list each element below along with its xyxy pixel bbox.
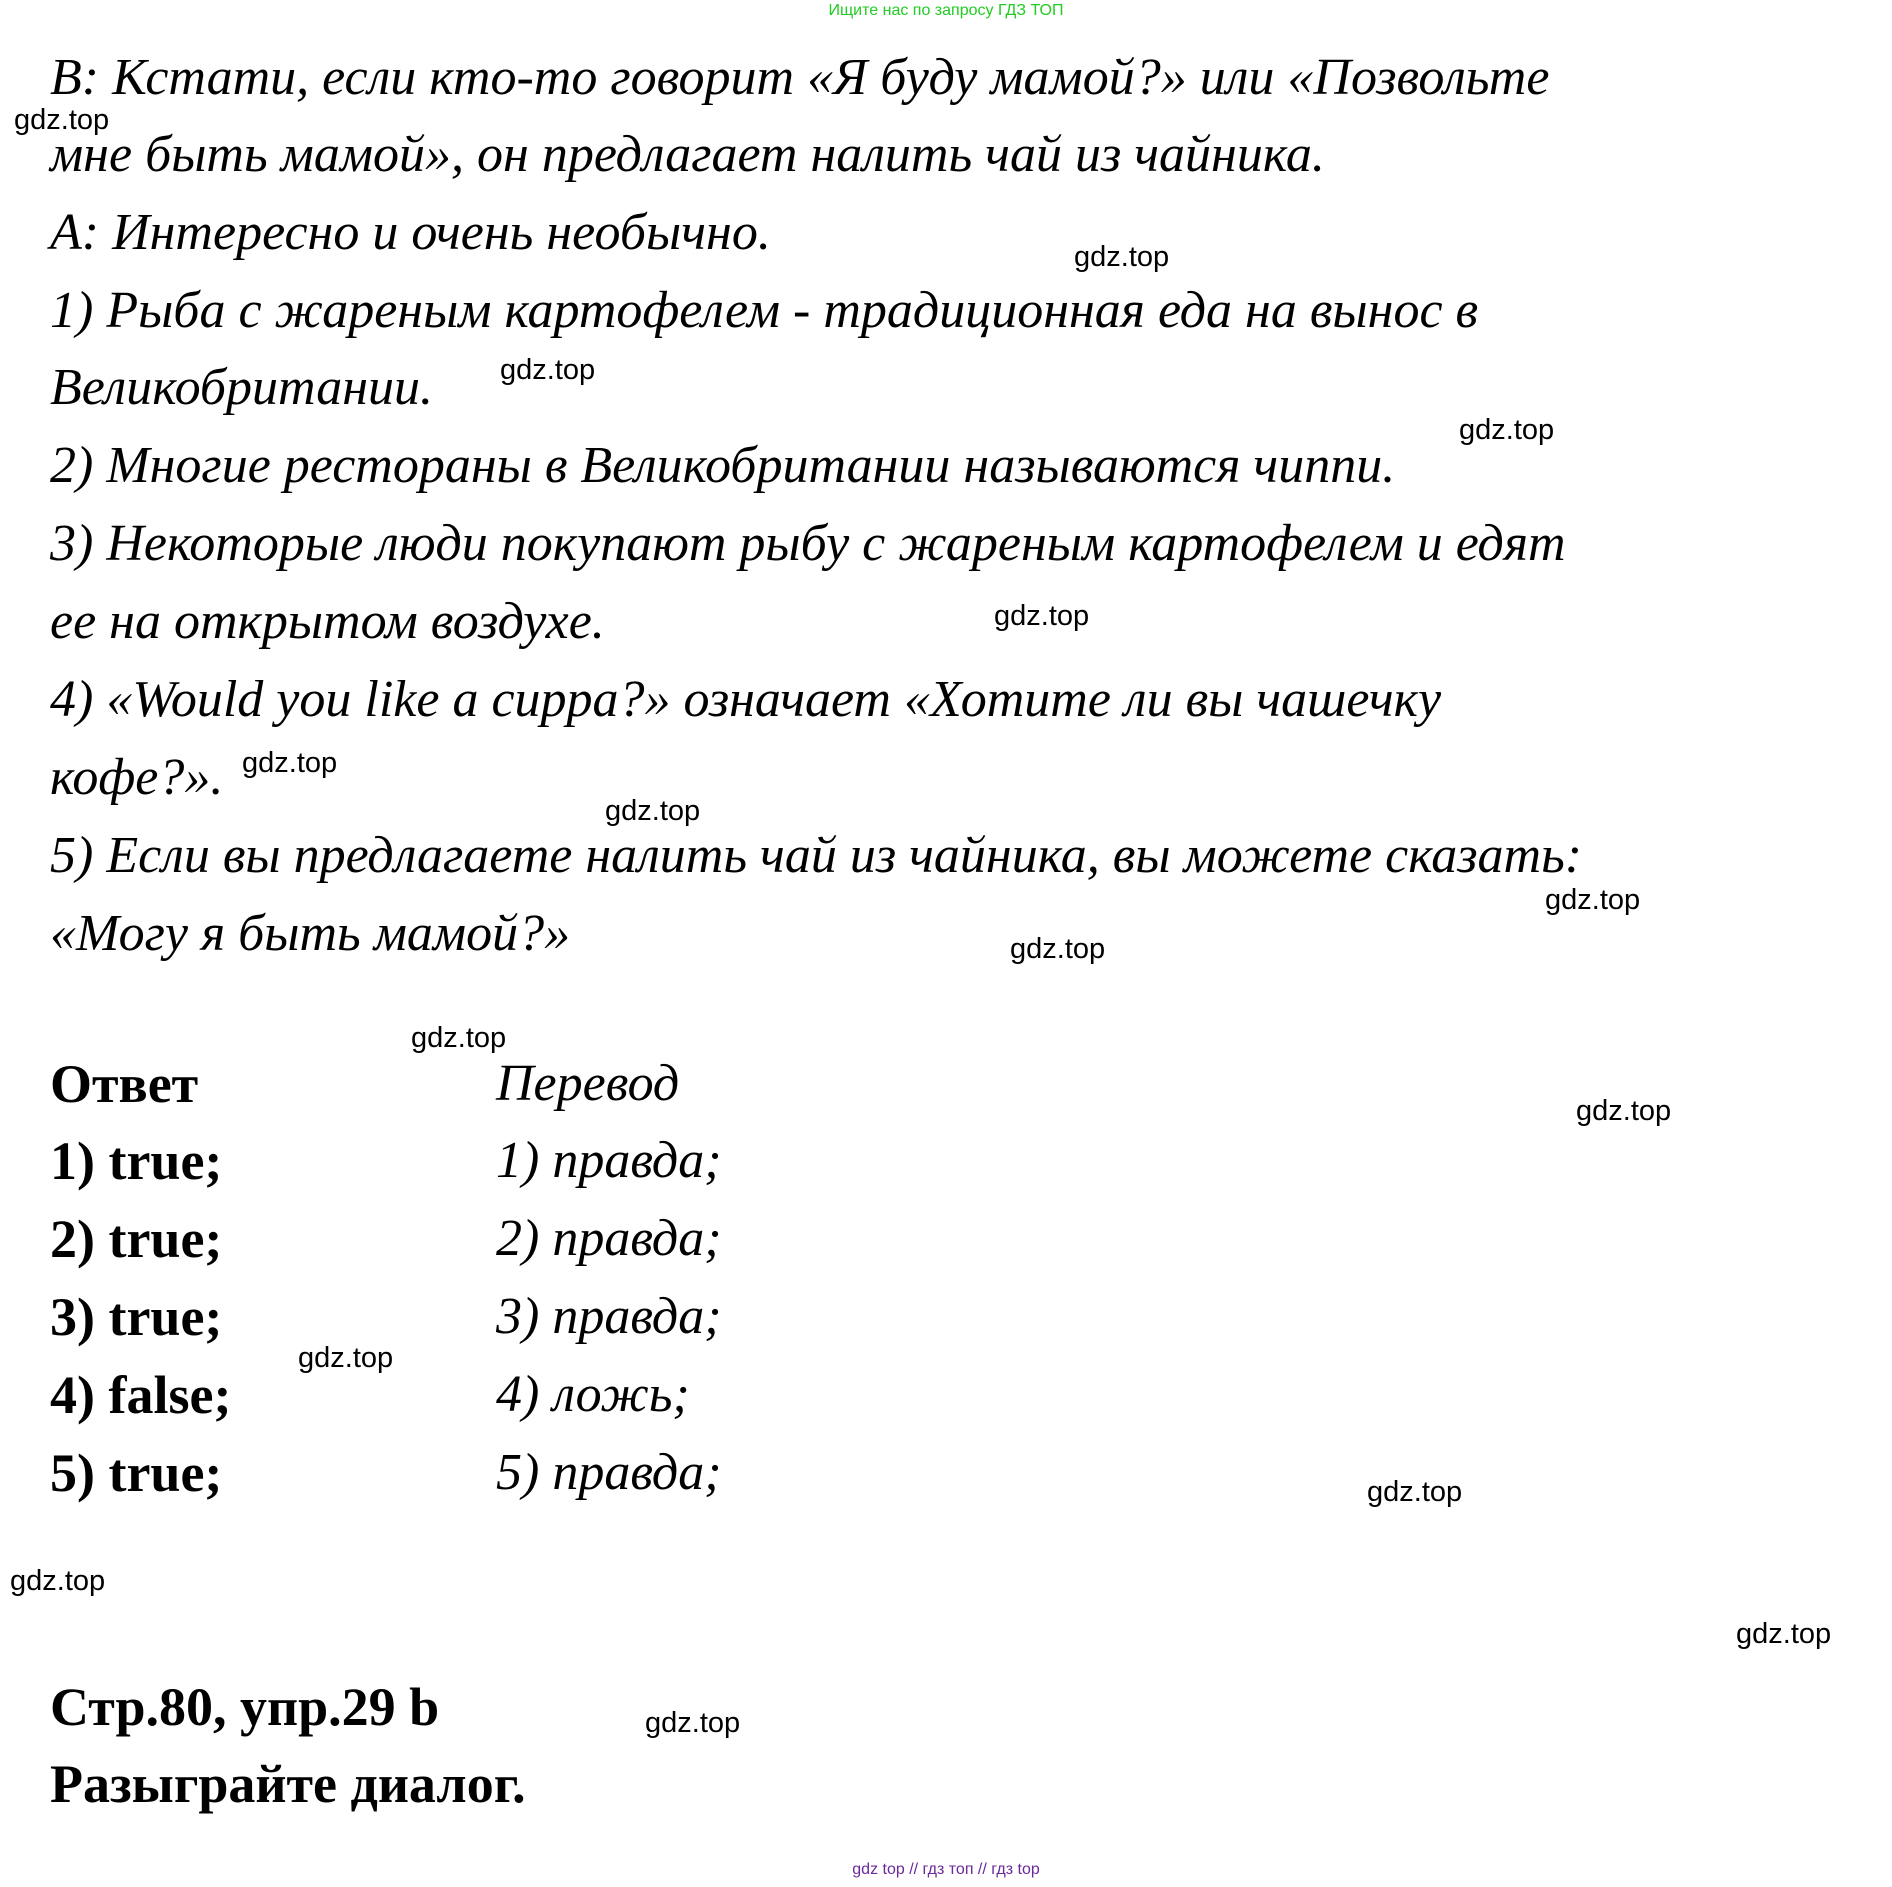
watermark: gdz.top [1074,241,1170,273]
watermark: gdz.top [1010,933,1106,965]
answer-item: 5) true; [50,1443,223,1503]
watermark: gdz.top [645,1707,741,1739]
exercise-reference: Стр.80, упр.29 b [50,1677,440,1737]
watermark: gdz.top [242,747,338,779]
answer-item: 4) false; [50,1365,232,1425]
watermark: gdz.top [1736,1618,1832,1650]
watermark: gdz.top [994,600,1090,632]
statement-line: 4) «Would you like a cuppa?» означает «Хотите ли вы чашечку [50,671,1442,728]
statement-line: Великобритании. [50,359,434,416]
watermark: gdz.top [500,354,596,386]
watermark: gdz.top [605,795,701,827]
answer-item: 3) true; [50,1287,223,1347]
watermark: gdz.top [411,1022,507,1054]
statement-line: 5) Если вы предлагаете налить чай из чайника, вы можете сказать: [50,827,1583,884]
watermark: gdz.top [10,1565,106,1597]
top-banner-link[interactable]: Ищите нас по запросу ГДЗ ТОП [828,2,1064,19]
statement-line: 3) Некоторые люди покупают рыбу с жареным картофелем и едят [50,515,1566,572]
watermark: gdz.top [1367,1476,1463,1508]
answer-item: 1) true; [50,1131,223,1191]
translation-header: Перевод [496,1055,680,1112]
statement-line: ее на открытом воздухе. [50,593,605,650]
watermark: gdz.top [1459,414,1555,446]
translation-item: 3) правда; [496,1288,722,1345]
statement-line: 2) Многие рестораны в Великобритании называются чиппи. [50,437,1396,494]
translation-item: 4) ложь; [496,1366,690,1423]
watermark: gdz.top [1545,884,1641,916]
watermark: gdz.top [1576,1095,1672,1127]
translation-item: 2) правда; [496,1210,722,1267]
dialogue-line: B: Кстати, если кто-то говорит «Я буду мамой?» или «Позвольте [50,49,1550,106]
watermark: gdz.top [298,1342,394,1374]
translation-item: 1) правда; [496,1132,722,1189]
watermark: gdz.top [14,104,110,136]
exercise-task: Разыграйте диалог. [50,1754,526,1814]
answer-header: Ответ [50,1054,199,1114]
statement-line: 1) Рыба с жареным картофелем - традиционная еда на вынос в [50,282,1479,339]
statement-line: кофе?». [50,749,224,806]
dialogue-line: мне быть мамой», он предлагает налить чай из чайника. [50,126,1325,183]
answer-item: 2) true; [50,1209,223,1269]
dialogue-line: A: Интересно и очень необычно. [50,204,771,261]
bottom-banner-link[interactable]: gdz top // гдз топ // гдз top [852,1861,1040,1878]
translation-item: 5) правда; [496,1444,722,1501]
statement-line: «Могу я быть мамой?» [50,905,571,962]
